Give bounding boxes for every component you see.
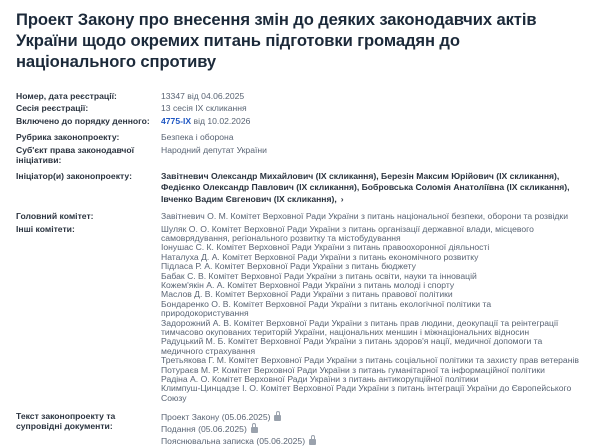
row-rubric xyxy=(16,132,584,145)
document-item[interactable] xyxy=(161,423,584,435)
committee-line: Шуляк О. О. Комітет Верховної Ради України з питань організації державної влади, місцевого xyxy=(161,223,534,234)
committee-line: Маслов Д. В. Комітет Верховної Ради України з питань правової політики xyxy=(161,289,453,300)
committee-line: Потураєв М. Р. Комітет Верховної Ради України з питань гуманітарної та інформаційної політики xyxy=(161,364,545,375)
label-agenda: Включено до порядку денного: xyxy=(16,115,150,126)
document-link[interactable]: Подання (05.06.2025) xyxy=(161,423,247,434)
row-number-date xyxy=(16,91,584,103)
committee-line: Задорожний А. В. Комітет Верховної Ради України з питань прав людини, деокупації та реінтеграції xyxy=(161,317,559,328)
label-other-committees: Інші комітети: xyxy=(16,223,75,234)
initiators-list[interactable]: Завітневич Олександр Михайлович (IX скликання), Березін Максим Юрійович (IX скликання), Федієнко Олександр Павлович (IX скликання), Бобровська Соломія Анатоліївна (IX скликання), Івченко Вадим Євгенович (IX скликання), xyxy=(161,170,570,204)
label-number-date: Номер, дата реєстрації: xyxy=(16,91,117,101)
value-main-committee: Завітневич О. М. Комітет Верховної Ради України з питань національної безпеки, оборони та розвідки xyxy=(161,210,568,221)
committee-line: природокористування xyxy=(161,308,249,319)
label-subject: Суб'єкт права законодавчої ініціативи: xyxy=(16,144,135,165)
committee-line: Іонушас С. К. Комітет Верховної Ради України з питань правоохоронної діяльності xyxy=(161,242,490,253)
value-number-date: 13347 від 04.06.2025 xyxy=(161,91,245,101)
page-title: Проект Закону про внесення змін до деяких законодавчих актів України щодо окремих питань підготовки громадян до національного спротиву xyxy=(16,10,537,71)
row-main-committee xyxy=(16,211,584,224)
document-link[interactable]: Проект Закону (05.06.2025) xyxy=(161,411,271,422)
row-initiators xyxy=(16,171,584,211)
value-rubric: Безпека і оборона xyxy=(161,131,234,142)
document-item[interactable] xyxy=(161,435,584,447)
label-main-committee: Головний комітет: xyxy=(16,210,94,221)
value-agenda xyxy=(161,116,584,127)
committee-line: Третьякова Г. М. Комітет Верховної Ради України з питань соціальної політики та захисту прав ветеранів xyxy=(161,355,579,366)
lock-icon xyxy=(274,415,281,421)
value-documents xyxy=(161,411,584,447)
lock-icon xyxy=(251,427,258,433)
label-documents: Текст законопроекту та супровідні документи: xyxy=(16,410,116,431)
agenda-date: від 10.02.2026 xyxy=(193,115,251,126)
lock-icon xyxy=(309,439,316,445)
label-session: Сесія реєстрації: xyxy=(16,102,89,113)
committee-line: Радуцький М. Б. Комітет Верховної Ради України з питань здоров'я нації, медичної допомоги та xyxy=(161,336,543,347)
label-rubric: Рубрика законопроекту: xyxy=(16,131,120,142)
value-other-committees xyxy=(161,224,584,404)
chevron-right-icon[interactable]: › xyxy=(340,193,344,204)
committee-line: тимчасово окупованих територій України, національних меншин і міжнаціональних відносин xyxy=(161,326,530,337)
committee-line: медичного страхування xyxy=(161,345,256,356)
row-subject xyxy=(16,145,584,171)
committee-line: Наталуха Д. А. Комітет Верховної Ради України з питань економічного розвитку xyxy=(161,251,479,262)
agenda-link[interactable]: 4775-IX xyxy=(161,115,192,126)
document-link[interactable]: Пояснювальна записка (05.06.2025) xyxy=(161,435,306,446)
value-subject: Народний депутат України xyxy=(161,144,267,155)
row-session xyxy=(16,103,584,116)
committee-line: Радіна А. О. Комітет Верховної Ради України з питань антикорупційної політики xyxy=(161,374,479,384)
committee-line: самоврядування, регіонального розвитку та містобудування xyxy=(161,232,401,243)
row-other-committees xyxy=(16,224,584,411)
value-session: 13 сесія IX скликання xyxy=(161,102,247,113)
committee-line: Климпуш-Цинцадзе І. О. Комітет Верховної Ради України з питань інтеграції України до Європейського xyxy=(161,383,572,394)
row-agenda xyxy=(16,116,584,132)
row-documents xyxy=(16,411,584,447)
label-initiators: Ініціатор(и) законопроекту: xyxy=(16,170,132,181)
value-initiators xyxy=(161,171,584,206)
committee-line: Бондаренко О. В. Комітет Верховної Ради України з питань екологічної політики та xyxy=(161,298,492,309)
committee-line: Союзу xyxy=(161,392,187,403)
committee-line: Підласа Р. А. Комітет Верховної Ради України з питань бюджету xyxy=(161,261,416,272)
document-item[interactable] xyxy=(161,411,584,423)
committee-line: Кожем'якін А. А. Комітет Верховної Ради України з питань молоді і спорту xyxy=(161,279,455,290)
committee-line: Бабак С. В. Комітет Верховної Ради України з питань освіти, науки та інновацій xyxy=(161,270,477,281)
bill-fields xyxy=(16,91,584,447)
